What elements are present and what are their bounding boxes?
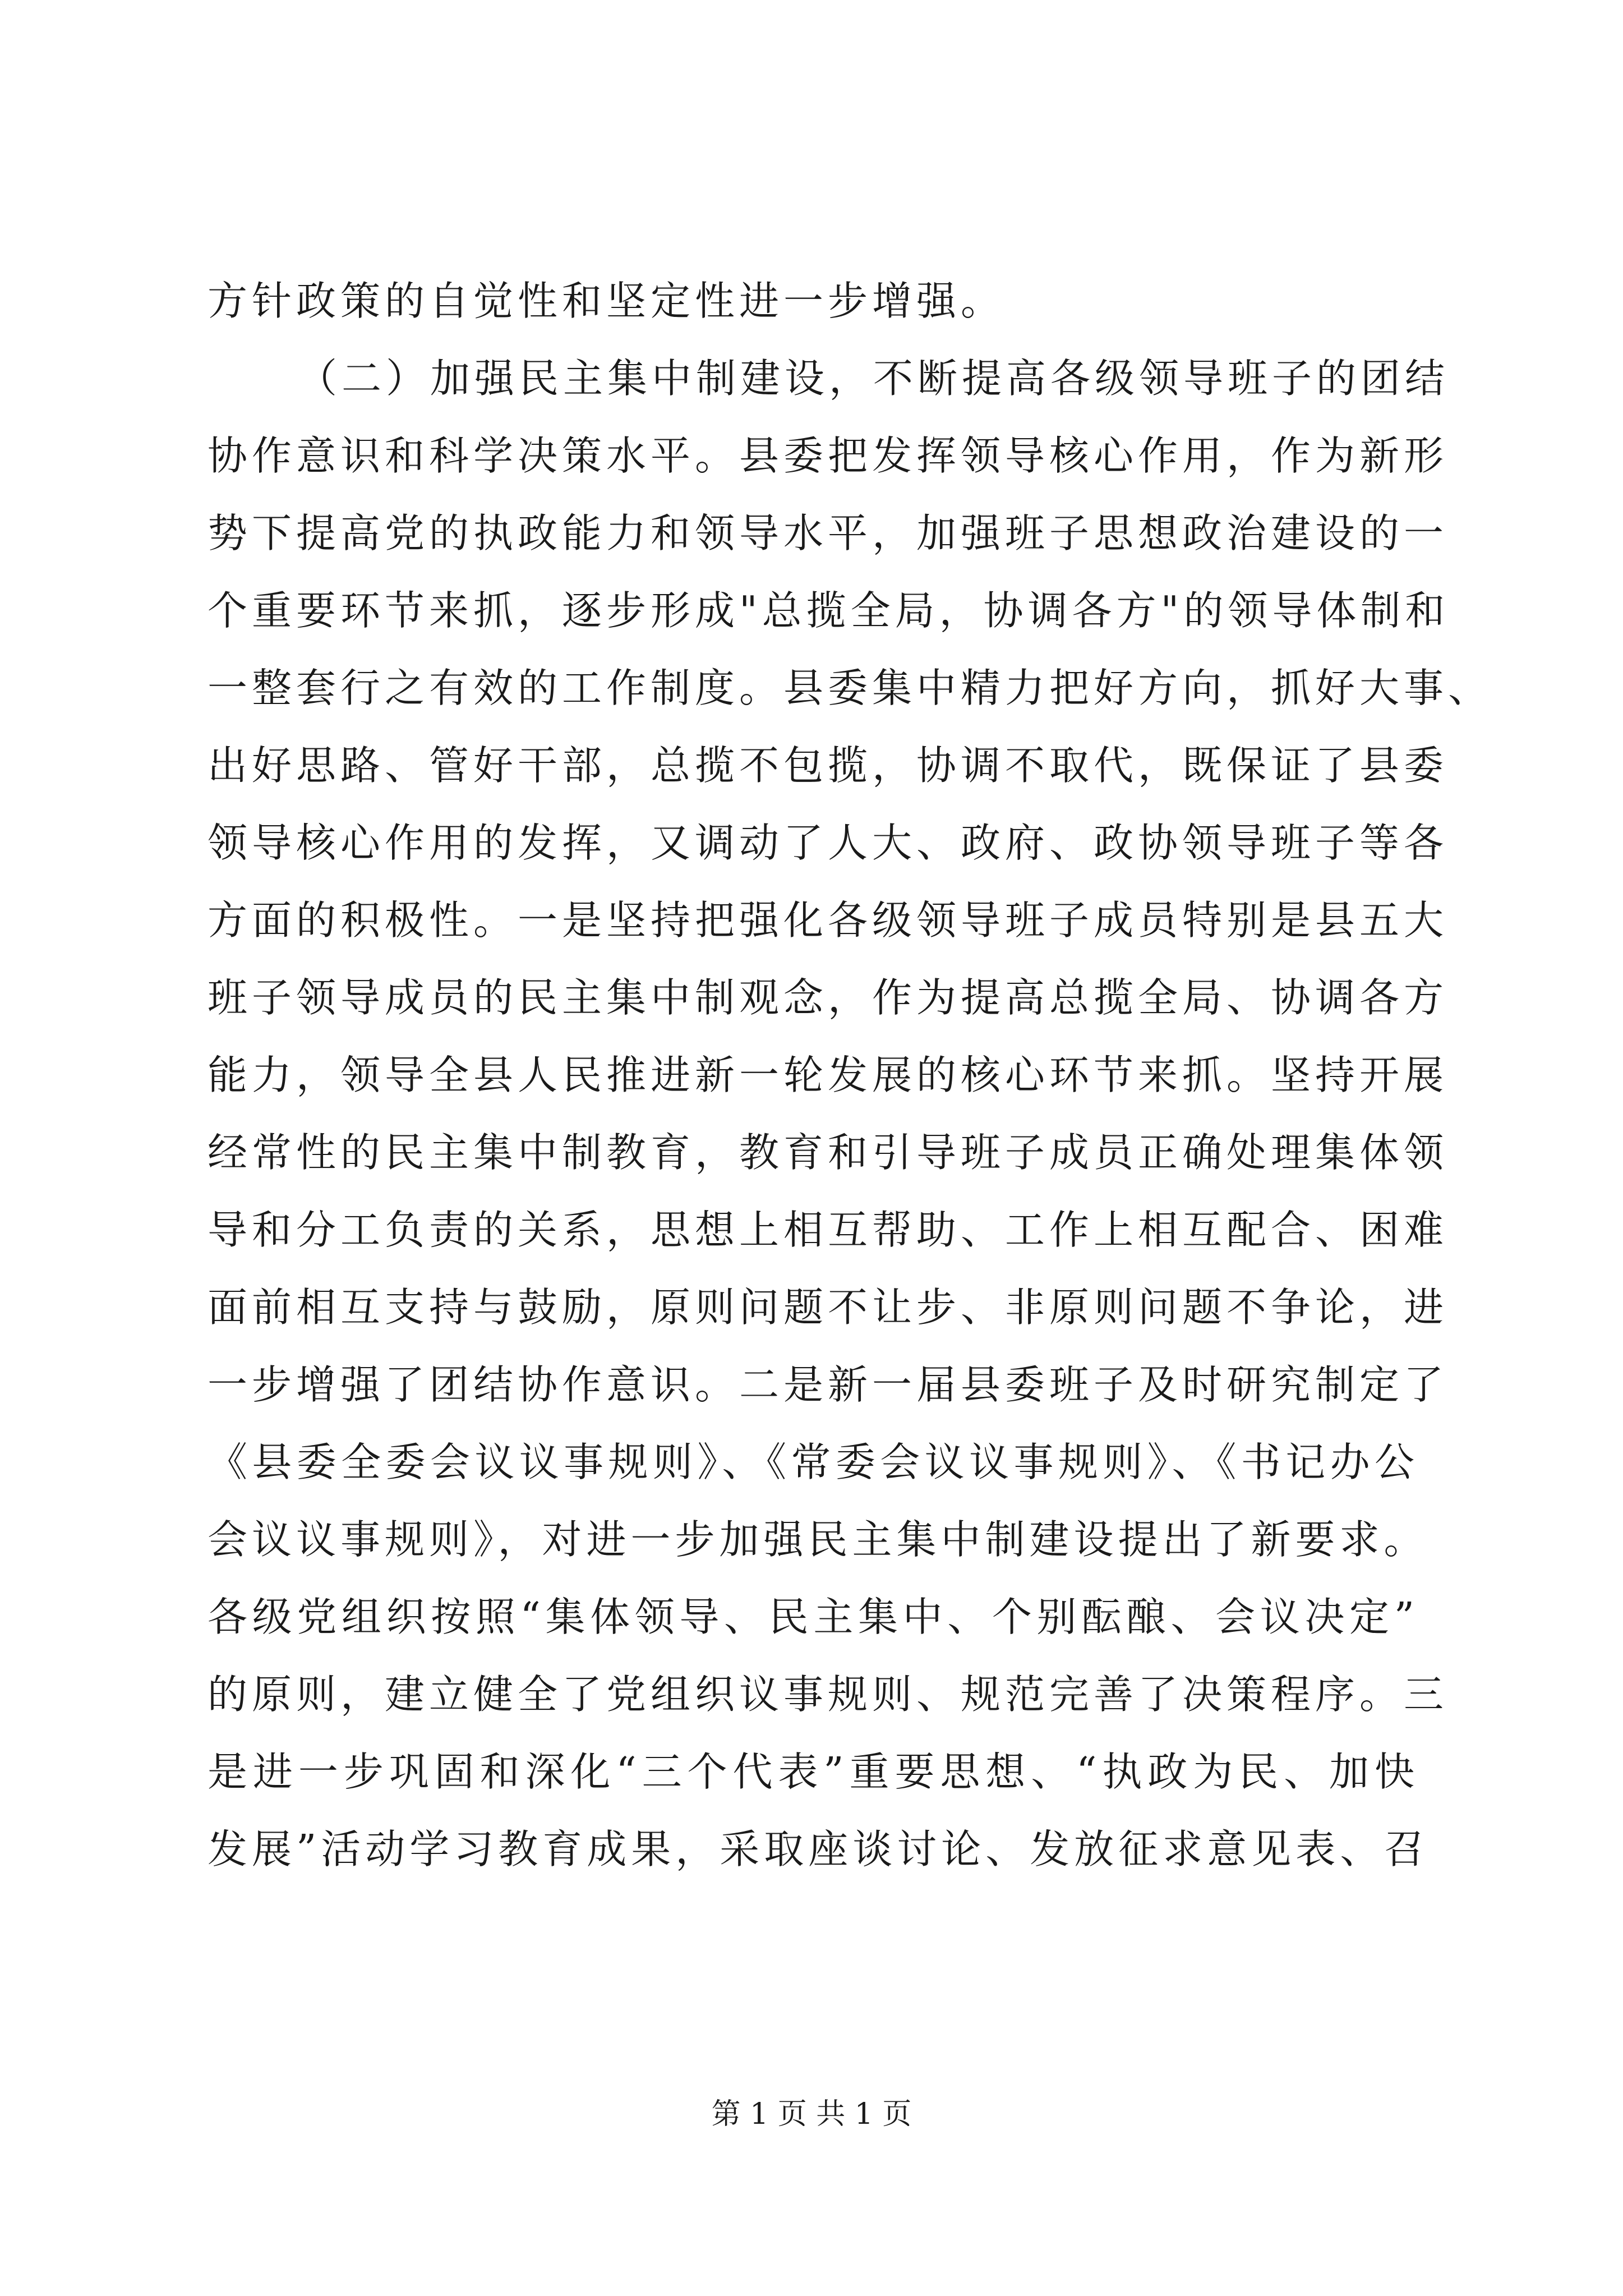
text-line: 领导核心作用的发挥，又调动了人大、政府、政协领导班子等各 xyxy=(208,820,1449,866)
text-line: 一整套行之有效的工作制度。县委集中精力把好方向，抓好大事、 xyxy=(208,665,1493,711)
text-line: 班子领导成员的民主集中制观念，作为提高总揽全局、协调各方 xyxy=(208,974,1449,1021)
text-line: 一步增强了团结协作意识。二是新一届县委班子及时研究制定了 xyxy=(208,1361,1449,1408)
text-line: 出好思路、管好干部，总揽不包揽，协调不取代，既保证了县委 xyxy=(208,742,1449,789)
text-line: 协作意识和科学决策水平。县委把发挥领导核心作用，作为新形 xyxy=(208,432,1449,479)
text-line: 势下提高党的执政能力和领导水平，加强班子思想政治建设的一 xyxy=(208,510,1449,556)
text-line: 面前相互支持与鼓励，原则问题不让步、非原则问题不争论，进 xyxy=(208,1284,1449,1331)
text-line: 方面的积极性。一是坚持把强化各级领导班子成员特别是县五大 xyxy=(208,897,1449,944)
text-line: 导和分工负责的关系，思想上相互帮助、工作上相互配合、困难 xyxy=(208,1207,1449,1253)
text-line: 方针政策的自觉性和坚定性进一步增强。 xyxy=(208,278,1006,324)
text-line: 能力，领导全县人民推进新一轮发展的核心环节来抓。坚持开展 xyxy=(208,1052,1449,1098)
text-line: 经常性的民主集中制教育，教育和引导班子成员正确处理集体领 xyxy=(208,1129,1449,1176)
page-number-footer: 第 1 页 共 1 页 xyxy=(711,2097,912,2131)
text-line: 各级党组织按照“集体领导、民主集中、个别酝酿、会议决定” xyxy=(208,1594,1419,1640)
text-line: 会议议事规则》，对进一步加强民主集中制建设提出了新要求。 xyxy=(208,1516,1428,1563)
text-line: （二）加强民主集中制建设，不断提高各级领导班子的团结 xyxy=(297,355,1450,402)
text-line: 的原则，建立健全了党组织议事规则、规范完善了决策程序。三 xyxy=(208,1671,1449,1718)
text-line: 《县委全委会议议事规则》、《常委会议议事规则》、《书记办公 xyxy=(208,1439,1419,1485)
text-line: 个重要环节来抓，逐步形成"总揽全局，协调各方"的领导体制和 xyxy=(208,587,1450,634)
body-text xyxy=(208,263,1493,1888)
text-line: 发展”活动学习教育成果，采取座谈讨论、发放征求意见表、召 xyxy=(208,1826,1429,1872)
text-line: 是进一步巩固和深化“三个代表”重要思想、“执政为民、加快 xyxy=(208,1749,1419,1795)
